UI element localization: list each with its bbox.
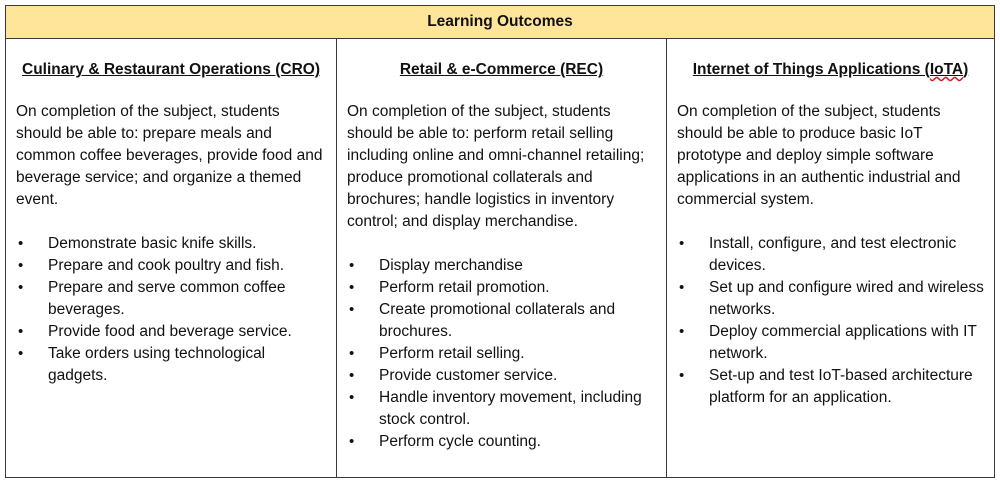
list-item: • Deploy commercial applications with IT network. [709, 321, 984, 365]
list-item: • Perform retail promotion. [379, 277, 656, 299]
outcome-list [16, 233, 326, 387]
column-title: Culinary & Restaurant Operations (CRO) [22, 61, 320, 78]
list-item: • Install, configure, and test electronic devices. [709, 233, 984, 277]
columns-row [6, 39, 994, 477]
list-item: • Demonstrate basic knife skills. [48, 233, 326, 255]
list-item: • Provide customer service. [379, 365, 656, 387]
column-title-end: ) [963, 61, 969, 78]
column-rec [336, 39, 666, 477]
table-title: Learning Outcomes [427, 13, 573, 30]
list-item: • Provide food and beverage service. [48, 321, 326, 343]
column-title-abbr: IoTA [929, 61, 964, 78]
column-title [677, 59, 984, 81]
table-header [6, 6, 994, 39]
outcome-list [677, 233, 984, 409]
list-item: • Take orders using technological gadgets. [48, 343, 326, 387]
list-item: • Handle inventory movement, including stock control. [379, 387, 656, 431]
list-item: • Prepare and serve common coffee beverages. [48, 277, 326, 321]
list-item: • Set up and configure wired and wireless networks. [709, 277, 984, 321]
column-title: Retail & e-Commerce (REC) [399, 61, 604, 78]
outcome-list [347, 255, 656, 453]
learning-outcomes-table [5, 5, 995, 478]
list-item: • Perform retail selling. [379, 343, 656, 365]
list-item: • Create promotional collaterals and brochures. [379, 299, 656, 343]
column-intro: On completion of the subject, students should be able to: prepare meals and common coffee beverages, provide food and beverage service; and organize a themed event. [16, 103, 323, 208]
column-intro: On completion of the subject, students should be able to: perform retail selling including online and omni-channel retailing; produce promotional collaterals and brochures; handle logistics in inventory control; and display merchandise. [347, 103, 645, 230]
list-item: • Perform cycle counting. [379, 431, 656, 453]
column-intro: On completion of the subject, students should be able to produce basic IoT prototype and deploy simple software applications in an authentic industrial and commercial system. [677, 103, 961, 208]
list-item: • Set-up and test IoT-based architecture platform for an application. [709, 365, 984, 409]
list-item: • Prepare and cook poultry and fish. [48, 255, 326, 277]
column-iota [666, 39, 994, 477]
column-cro [6, 39, 336, 477]
column-title-main: Internet of Things Applications ( [692, 61, 930, 78]
list-item: • Display merchandise [379, 255, 656, 277]
